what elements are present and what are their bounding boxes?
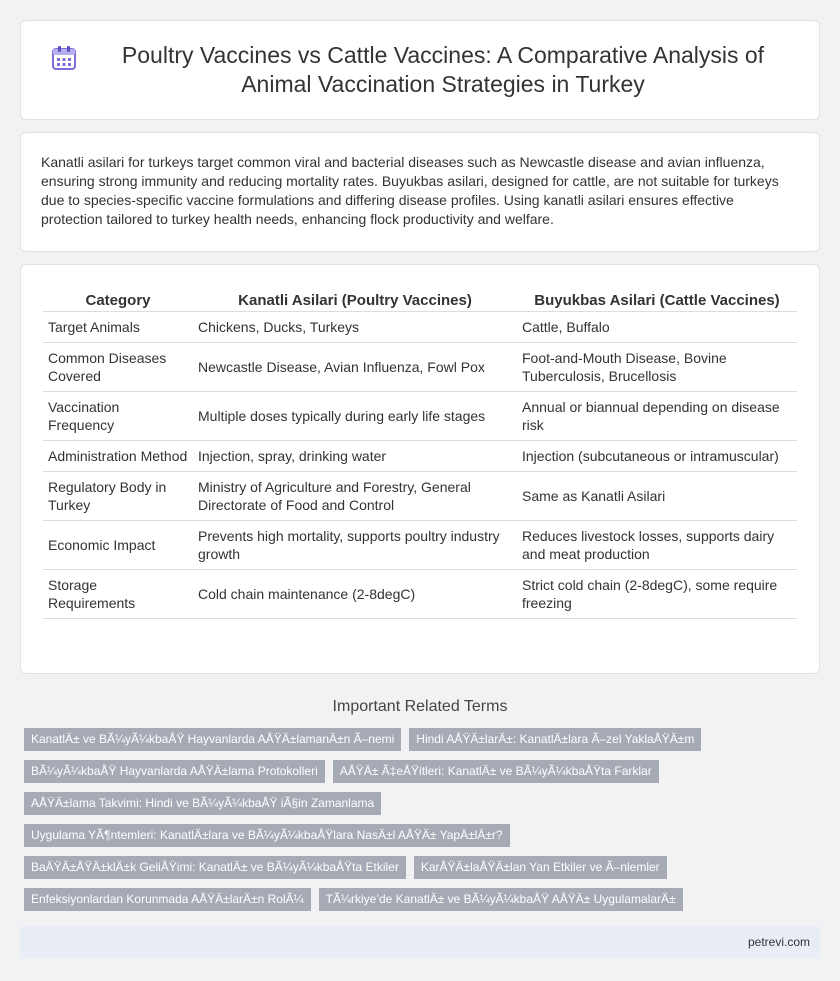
table-row — [43, 343, 797, 392]
row-category: Vaccination Frequency — [43, 392, 193, 441]
row-cattle: Reduces livestock losses, supports dairy and meat production — [517, 521, 797, 570]
comparison-table — [43, 289, 797, 619]
footer-site-link[interactable]: petrevi.com — [747, 935, 810, 949]
table-row — [43, 472, 797, 521]
header-category: Category — [43, 289, 193, 312]
row-poultry: Cold chain maintenance (2-8degC) — [193, 570, 517, 619]
row-category: Common Diseases Covered — [43, 343, 193, 392]
related-tags — [24, 728, 820, 920]
table-row — [43, 441, 797, 472]
row-poultry: Prevents high mortality, supports poultry industry growth — [193, 521, 517, 570]
row-cattle: Same as Kanatli Asilari — [517, 472, 797, 521]
title-wrap — [51, 41, 789, 99]
related-tag[interactable]: BÃ¼yÃ¼kbaÅŸ Hayvanlarda AÅŸÄ±lama Protokolleri — [24, 760, 325, 783]
row-cattle: Annual or biannual depending on disease risk — [517, 392, 797, 441]
row-category: Regulatory Body in Turkey — [43, 472, 193, 521]
related-tag[interactable]: Hindi AÅŸÄ±larÄ±: KanatlÄ±lara Ã–zel YaklaÅŸÄ±m — [409, 728, 701, 751]
table-row — [43, 570, 797, 619]
related-terms-title: Important Related Terms — [332, 698, 508, 715]
calendar-icon — [51, 45, 77, 71]
table-row — [43, 392, 797, 441]
table-header-row — [43, 289, 797, 312]
intro-card — [20, 132, 820, 252]
row-category: Administration Method — [43, 441, 193, 472]
intro-text: Kanatli asilari for turkeys target common viral and bacterial diseases such as Newcastle disease and avian influenza, ensuring strong immunity and reducing mortality rates. Buyukbas asilari, designed for cattle, are not suitable for turkeys due to species-specific vaccine formulations and differing disease profiles. Using kanatli asilari ensures effective protection tailored to turkey health needs, enhancing flock productivity and welfare. — [41, 154, 779, 227]
row-category: Target Animals — [43, 312, 193, 343]
row-poultry: Ministry of Agriculture and Forestry, General Directorate of Food and Control — [193, 472, 517, 521]
header-poultry: Kanatli Asilari (Poultry Vaccines) — [193, 289, 517, 312]
row-poultry: Chickens, Ducks, Turkeys — [193, 312, 517, 343]
title-card — [20, 20, 820, 120]
comparison-table-card — [20, 264, 820, 674]
row-cattle: Foot-and-Mouth Disease, Bovine Tuberculosis, Brucellosis — [517, 343, 797, 392]
table-row — [43, 521, 797, 570]
related-tag[interactable]: AÅŸÄ± Ã‡eÅŸitleri: KanatlÄ± ve BÃ¼yÃ¼kbaÅŸta Farklar — [333, 760, 659, 783]
row-category: Storage Requirements — [43, 570, 193, 619]
related-tag[interactable]: Uygulama YÃ¶ntemleri: KanatlÄ±lara ve BÃ¼yÃ¼kbaÅŸlara NasÄ±l AÅŸÄ± YapÄ±lÄ±r? — [24, 824, 510, 847]
header-cattle: Buyukbas Asilari (Cattle Vaccines) — [517, 289, 797, 312]
footer — [20, 926, 820, 958]
page-title: Poultry Vaccines vs Cattle Vaccines: A Comparative Analysis of Animal Vaccination Strategies in Turkey — [121, 42, 765, 97]
row-poultry: Injection, spray, drinking water — [193, 441, 517, 472]
row-cattle: Cattle, Buffalo — [517, 312, 797, 343]
row-cattle: Strict cold chain (2-8degC), some require freezing — [517, 570, 797, 619]
related-tag[interactable]: KanatlÄ± ve BÃ¼yÃ¼kbaÅŸ Hayvanlarda AÅŸÄ±lamanÄ±n Ã–nemi — [24, 728, 401, 751]
row-poultry: Newcastle Disease, Avian Influenza, Fowl Pox — [193, 343, 517, 392]
related-tag[interactable]: BaÄŸÄ±ÅŸÄ±klÄ±k GeliÅŸimi: KanatlÄ± ve BÃ¼yÃ¼kbaÅŸta Etkiler — [24, 856, 406, 879]
row-category: Economic Impact — [43, 521, 193, 570]
related-tag[interactable]: KarÅŸÄ±laÅŸÄ±lan Yan Etkiler ve Ã–nlemler — [414, 856, 667, 879]
related-tag[interactable]: Enfeksiyonlardan Korunmada AÅŸÄ±larÄ±n RolÃ¼ — [24, 888, 311, 911]
table-row — [43, 312, 797, 343]
related-tag[interactable]: AÅŸÄ±lama Takvimi: Hindi ve BÃ¼yÃ¼kbaÅŸ iÃ§in Zamanlama — [24, 792, 381, 815]
row-poultry: Multiple doses typically during early life stages — [193, 392, 517, 441]
row-cattle: Injection (subcutaneous or intramuscular) — [517, 441, 797, 472]
related-tag[interactable]: TÃ¼rkiye’de KanatlÄ± ve BÃ¼yÃ¼kbaÅŸ AÅŸÄ± UygulamalarÄ± — [319, 888, 683, 911]
